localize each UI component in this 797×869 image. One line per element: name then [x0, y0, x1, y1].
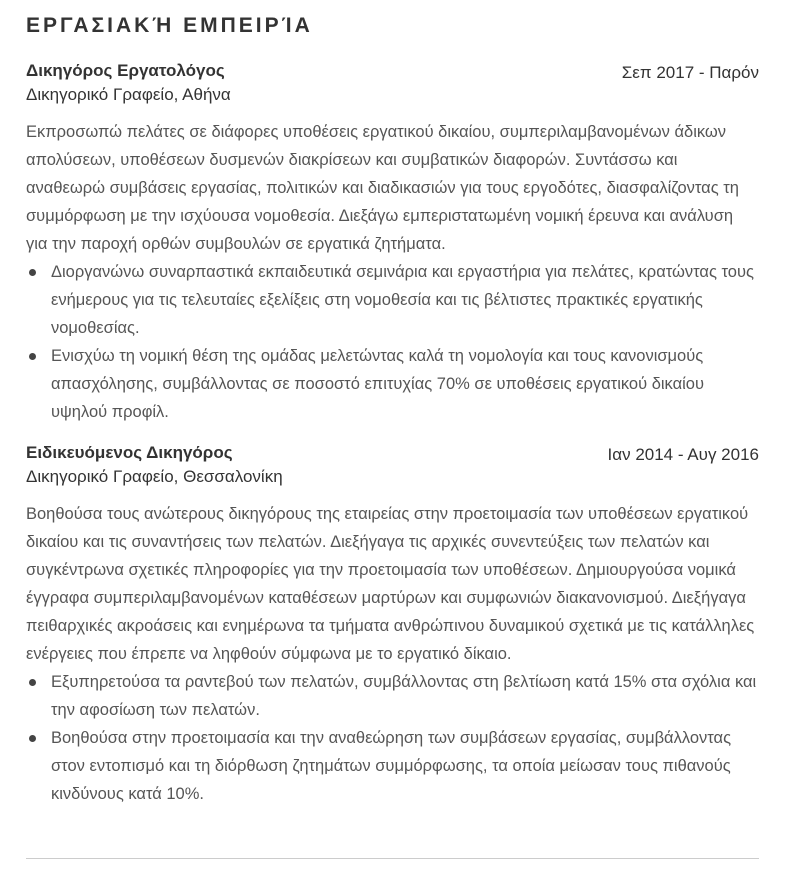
- job-entry-2: [26, 442, 759, 808]
- achievement-item: [26, 258, 759, 342]
- job-company: Δικηγορικό Γραφείο, Θεσσαλονίκη: [26, 467, 283, 486]
- job-header: [26, 442, 759, 466]
- achievement-text: Διοργανώνω συναρπαστικά εκπαιδευτικά σεμινάρια και εργαστήρια για πελάτες, κρατώντας τους ενήμερους για τις τελευταίες εξελίξεις στη νομοθεσία και τις βέλτιστες πρακτικές εργατικής νομοθεσίας.: [51, 263, 754, 337]
- achievement-text: Εξυπηρετούσα τα ραντεβού των πελατών, συμβάλλοντας στη βελτίωση κατά 15% στα σχόλια και την αφοσίωση των πελατών.: [51, 673, 757, 719]
- section-title: ΕΡΓΑΣΙΑΚΉ ΕΜΠΕΙΡΊΑ: [26, 14, 313, 37]
- job-header: [26, 60, 759, 84]
- bullet-icon: [29, 269, 36, 276]
- job-description: Εκπροσωπώ πελάτες σε διάφορες υποθέσεις εργατικού δικαίου, συμπεριλαμβανομένων άδικων απολύσεων, υποθέσεων δυσμενών διακρίσεων και συμβατικών διαφορών. Συντάσσω και αναθεωρώ συμβάσεις εργασίας, πολιτικών και διαδικασιών για τους εργοδότες, διασφαλίζοντας τη συμμόρφωση με την ισχύουσα νομοθεσία. Διεξάγω εμπεριστατωμένη νομική έρευνα και ανάλυση για την παροχή ορθών συμβουλών σε εργατικά ζητήματα.: [26, 123, 739, 253]
- achievement-item: [26, 724, 759, 808]
- job-description: Βοηθούσα τους ανώτερους δικηγόρους της εταιρείας στην προετοιμασία των υποθέσεων εργατικού δικαίου και τις συναντήσεις των πελατών. Διεξήγαγα τις αρχικές συνεντεύξεις των πελατών και συγκέντρωνα σχετικές πληροφορίες για την προετοιμασία των υποθέσεων. Δημιουργούσα νομικά έγγραφα συμπεριλαμβανομένων καταθέσεων μαρτύρων και συμφωνιών διακανονισμού. Διεξήγαγα πειθαρχικές ακροάσεις και ενημέρωνα τα τμήματα ανθρώπινου δυναμικού σχετικά με τις κατάλληλες ενέργειες που έπρεπε να ληφθούν σύμφωνα με το εργατικό δίκαιο.: [26, 505, 755, 663]
- job-title: Δικηγόρος Εργατολόγος: [26, 61, 225, 80]
- achievement-item: [26, 668, 759, 724]
- achievement-item: [26, 342, 759, 426]
- achievement-text: Ενισχύω τη νομική θέση της ομάδας μελετώντας καλά τη νομολογία και τους κανονισμούς απασχόλησης, συμβάλλοντας σε ποσοστό επιτυχίας 70% σε υποθέσεις εργατικού δικαίου υψηλού προφίλ.: [51, 347, 705, 421]
- achievement-list: [26, 668, 759, 808]
- achievement-text: Βοηθούσα στην προετοιμασία και την αναθεώρηση των συμβάσεων εργασίας, συμβάλλοντας στον εντοπισμό και τη διόρθωση ζητημάτων συμμόρφωσης, τα οποία μείωσαν τους πιθανούς κινδύνους κατά 10%.: [51, 729, 732, 803]
- job-company: Δικηγορικό Γραφείο, Αθήνα: [26, 85, 231, 104]
- job-dates: Ιαν 2014 - Αυγ 2016: [607, 445, 759, 464]
- job-dates: Σεπ 2017 - Παρόν: [621, 63, 759, 82]
- job-title: Ειδικευόμενος Δικηγόρος: [26, 443, 233, 462]
- bullet-icon: [29, 679, 36, 686]
- job-entry-1: [26, 60, 759, 426]
- bullet-icon: [29, 353, 36, 360]
- bullet-icon: [29, 735, 36, 742]
- achievement-list: [26, 258, 759, 426]
- bottom-divider: [26, 858, 759, 859]
